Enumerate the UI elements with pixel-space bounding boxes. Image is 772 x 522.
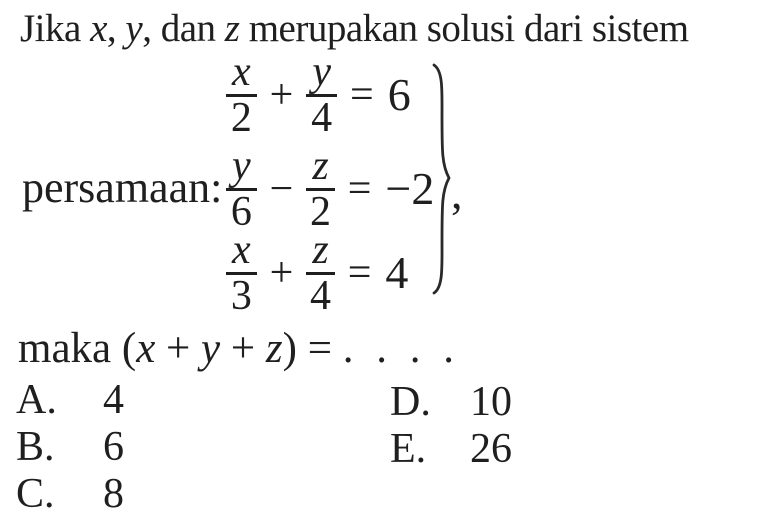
fraction-numerator: y [226, 149, 257, 190]
equation-row-1 [226, 49, 411, 141]
problem-intro-line [20, 6, 689, 51]
variable-y: y [201, 325, 221, 372]
fraction-denominator: 4 [311, 94, 333, 141]
fraction-numerator: x [226, 55, 257, 96]
variable-y: y [125, 7, 143, 50]
answer-option-c [16, 470, 124, 517]
question-text-close: ) = [282, 325, 343, 372]
plus-operator: + [269, 250, 294, 296]
fraction-denominator: 3 [230, 272, 252, 319]
fraction-numerator: z [306, 233, 334, 274]
equals-sign: = [347, 250, 372, 296]
minus-operator: − [269, 166, 294, 212]
rhs-value: 6 [387, 69, 411, 120]
fraction-z-4 [306, 227, 334, 319]
fraction-y-4 [306, 49, 337, 141]
plus-sign: + [220, 325, 266, 372]
answer-label: B. [16, 423, 55, 470]
answer-label: D. [390, 378, 431, 425]
answer-value: 4 [103, 376, 124, 423]
fraction-denominator: 2 [310, 188, 332, 235]
answer-value: 6 [103, 423, 124, 470]
plus-operator: + [269, 72, 294, 118]
equation-row-3 [226, 227, 409, 319]
rhs-value: −2 [385, 163, 435, 214]
answer-column-left [16, 376, 124, 517]
answer-label: A. [16, 376, 57, 423]
equals-sign: = [347, 166, 372, 212]
variable-x: x [136, 325, 156, 372]
fraction-y-6 [226, 143, 257, 235]
answer-option-e [390, 425, 512, 472]
fraction-denominator: 2 [230, 94, 252, 141]
plus-sign: + [155, 325, 202, 372]
intro-text-dan: , dan [142, 7, 225, 50]
intro-comma-1: , [106, 7, 126, 50]
answer-option-a [16, 376, 124, 423]
intro-text-jika: Jika [20, 7, 91, 50]
intro-text-rest: merupakan solusi dari sistem [239, 7, 689, 50]
answer-label: C. [16, 470, 55, 517]
answer-value: 26 [470, 425, 512, 472]
fraction-denominator: 4 [310, 272, 332, 319]
answer-option-d [390, 378, 512, 425]
answer-label: E. [390, 425, 427, 472]
variable-z: z [265, 325, 283, 372]
fraction-denominator: 6 [230, 188, 252, 235]
persamaan-label: persamaan: [22, 163, 223, 212]
variable-x: x [90, 7, 107, 50]
system-comma: , [451, 167, 463, 218]
answer-value: 8 [103, 470, 124, 517]
equation-row-2 [226, 143, 435, 235]
question-text-maka: maka ( [18, 325, 137, 372]
fraction-numerator: y [306, 55, 337, 96]
question-line [18, 324, 454, 373]
fraction-x-3 [226, 227, 257, 319]
answer-column-right [390, 378, 512, 472]
rhs-value: 4 [385, 247, 409, 298]
fraction-numerator: x [226, 233, 257, 274]
fraction-numerator: z [306, 149, 334, 190]
ellipsis-dots: . . . . [342, 325, 454, 372]
fraction-z-2 [306, 143, 334, 235]
answer-option-b [16, 423, 124, 470]
variable-z: z [224, 7, 240, 50]
equals-sign: = [350, 72, 374, 118]
fraction-x-2 [226, 49, 257, 141]
answer-value: 10 [470, 378, 512, 425]
